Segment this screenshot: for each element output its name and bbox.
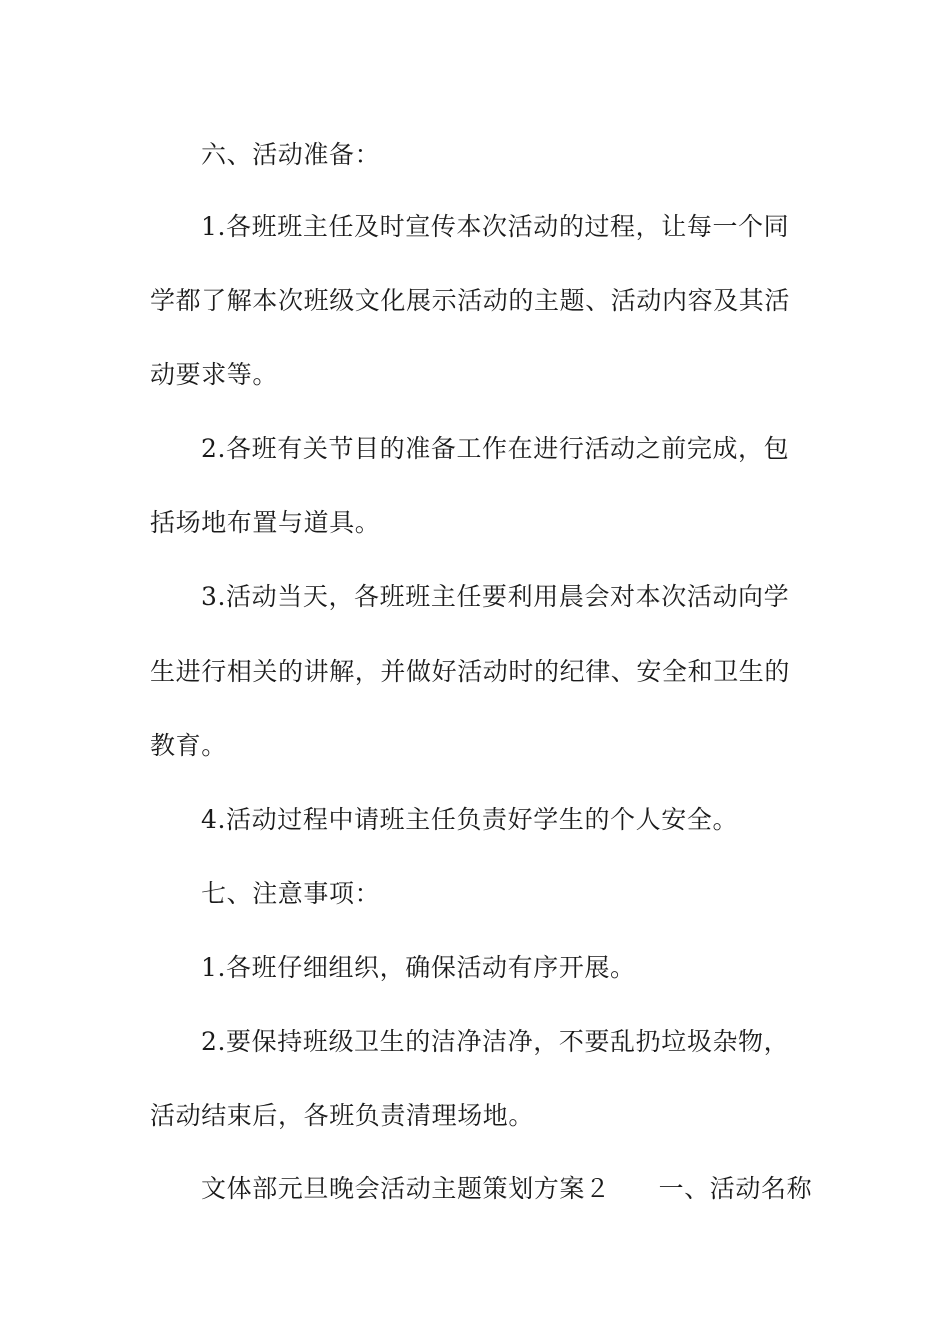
paragraph-line: 生进行相关的讲解，并做好活动时的纪律、安全和卫生的 <box>150 657 791 686</box>
paragraph-line: 活动结束后，各班负责清理场地。 <box>150 1101 535 1130</box>
paragraph-line: 动要求等。 <box>150 360 279 389</box>
paragraph-line: 3.活动当天，各班班主任要利用晨会对本次活动向学 <box>201 582 790 611</box>
paragraph-line: 1.各班仔细组织，确保活动有序开展。 <box>201 953 636 982</box>
plan-title: 文体部元旦晚会活动主题策划方案２ <box>201 1174 611 1203</box>
paragraph-line: 学都了解本次班级文化展示活动的主题、活动内容及其活 <box>150 286 791 315</box>
paragraph-line: 教育。 <box>150 731 227 760</box>
paragraph-line: 4.活动过程中请班主任负责好学生的个人安全。 <box>201 805 739 834</box>
section-heading-notes: 七、注意事项： <box>201 879 381 908</box>
section-heading-activity-name: 一、活动名称 <box>658 1174 813 1203</box>
paragraph-line: 2.各班有关节目的准备工作在进行活动之前完成，包 <box>201 434 790 463</box>
paragraph-line: 1.各班班主任及时宣传本次活动的过程，让每一个同 <box>201 212 790 241</box>
paragraph-line: 2.要保持班级卫生的洁净洁净，不要乱扔垃圾杂物， <box>201 1027 790 1056</box>
paragraph-line: 括场地布置与道具。 <box>150 508 381 537</box>
section-heading-preparation: 六、活动准备： <box>201 140 381 169</box>
final-line <box>201 1172 812 1206</box>
